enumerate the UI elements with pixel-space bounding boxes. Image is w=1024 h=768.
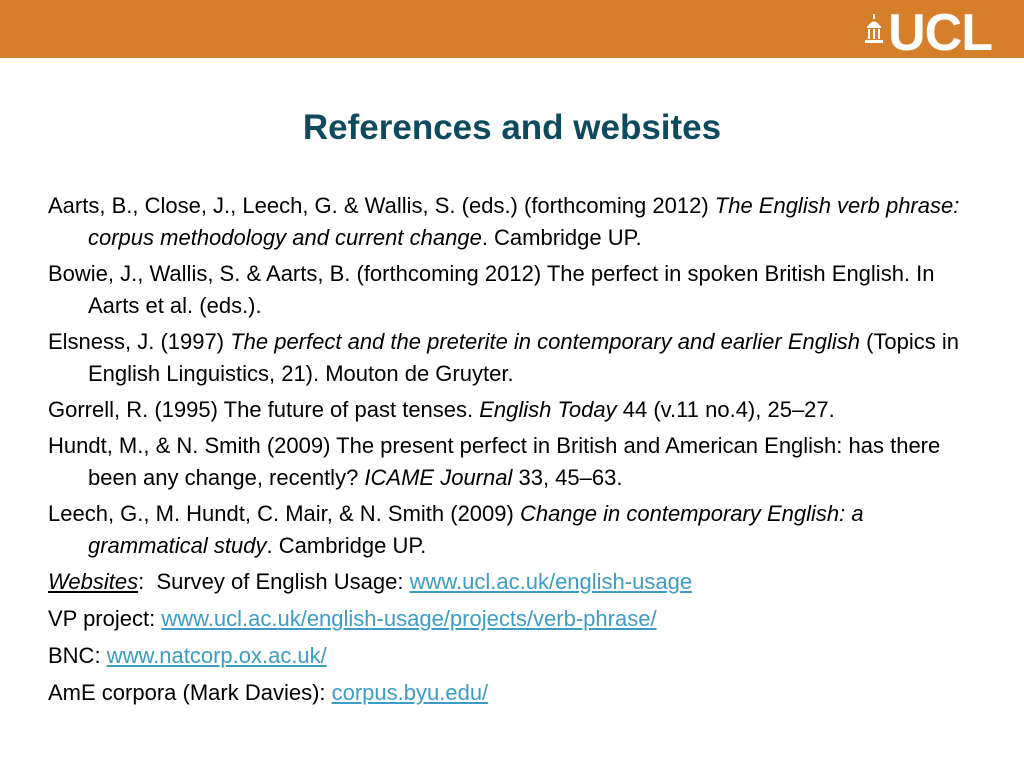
ame-corpora-line bbox=[48, 677, 988, 709]
references-list bbox=[48, 190, 988, 714]
reference-text: Elsness, J. (1997) bbox=[48, 329, 231, 354]
vp-label: VP project: bbox=[48, 606, 162, 631]
reference-title: English Today bbox=[479, 397, 617, 422]
logo-text: UCL bbox=[888, 4, 992, 62]
reference-text: Aarts, B., Close, J., Leech, G. & Wallis, S. (eds.) (forthcoming 2012) bbox=[48, 193, 715, 218]
reference-text: Hundt, M., & N. Smith (2009) The present perfect in British and American English: has there been any change, recently? bbox=[48, 433, 941, 490]
page-title: References and websites bbox=[302, 108, 722, 147]
reference-title: The perfect and the preterite in contemporary and earlier English bbox=[230, 329, 860, 354]
websites-colon: : bbox=[138, 569, 145, 594]
ucl-logo bbox=[864, 4, 992, 62]
reference-text: 44 (v.11 no.4), 25–27. bbox=[616, 397, 835, 422]
reference-title: ICAME Journal bbox=[364, 465, 513, 490]
reference-text: . Cambridge UP. bbox=[481, 225, 642, 250]
header-bar bbox=[0, 0, 1024, 62]
reference-text: (Topics in English Linguistics, 21). Mouton de Gruyter. bbox=[88, 329, 960, 386]
reference-item bbox=[48, 498, 988, 562]
reference-text: Leech, G., M. Hundt, C. Mair, & N. Smith (2009) bbox=[48, 501, 520, 526]
portico-icon bbox=[864, 14, 884, 44]
reference-text: 33, 45–63. bbox=[512, 465, 623, 490]
bnc-label: BNC: bbox=[48, 643, 107, 668]
bnc-link[interactable]: www.natcorp.ox.ac.uk/ bbox=[106, 643, 327, 668]
reference-title: Change in contemporary English: a grammatical study bbox=[88, 501, 864, 558]
seu-label: Survey of English Usage: bbox=[156, 569, 410, 594]
reference-item bbox=[48, 190, 988, 254]
bnc-line bbox=[48, 640, 988, 672]
reference-text: Gorrell, R. (1995) The future of past tenses. bbox=[48, 397, 480, 422]
seu-link[interactable]: www.ucl.ac.uk/english-usage bbox=[409, 569, 693, 594]
ame-corpora-link[interactable]: corpus.byu.edu/ bbox=[331, 680, 489, 705]
reference-text: . Cambridge UP. bbox=[266, 533, 427, 558]
reference-item bbox=[48, 326, 988, 390]
reference-text: Bowie, J., Wallis, S. & Aarts, B. (forthcoming 2012) The perfect in spoken British English. In Aarts et al. (eds.). bbox=[48, 261, 935, 318]
websites-line bbox=[48, 566, 988, 598]
reference-title: The English verb phrase: corpus methodology and current change bbox=[88, 193, 960, 250]
websites-label: Websites bbox=[48, 569, 139, 594]
vp-project-link[interactable]: www.ucl.ac.uk/english-usage/projects/verb-phrase/ bbox=[161, 606, 657, 631]
vp-project-line bbox=[48, 603, 988, 635]
reference-item bbox=[48, 394, 988, 426]
ame-label: AmE corpora (Mark Davies): bbox=[48, 680, 332, 705]
reference-item bbox=[48, 258, 988, 322]
reference-item bbox=[48, 430, 988, 494]
